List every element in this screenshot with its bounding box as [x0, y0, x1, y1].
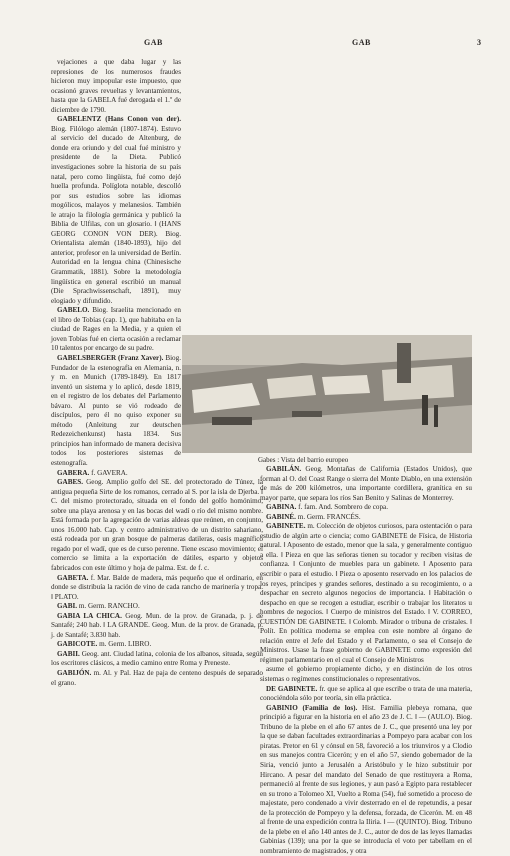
- entry-headword: GABELO.: [57, 306, 90, 315]
- running-head-left: GAB: [144, 38, 163, 47]
- entry-headword: GABI.: [57, 602, 78, 611]
- entry-text: f. GAVERA.: [91, 468, 128, 477]
- entry-headword: GABIJÓN.: [57, 669, 92, 677]
- dictionary-entry: [51, 58, 263, 115]
- entry-headword: GABINIO (Familia de los).: [266, 703, 358, 712]
- entry-text: Biog. Israelita mencionado en el libro de Tobías (cap. 1), que habitaba en la ciudad de Rages en la Media, y a quien el joven Tobías fué en cierta ocasión a reclamar 10 talentos por encargo de su padre.: [51, 306, 181, 353]
- dictionary-entry: [260, 513, 472, 523]
- entry-text: Geog. ant. Ciudad latina, colonia de los albanos, situada, según los escritores clásicos, a medio camino entre Roma y Preneste.: [51, 649, 263, 668]
- entry-text: fr. que se aplica al que escribe o trata de una materia, conociéndola sólo por teoría, sin ella práctica.: [260, 684, 472, 703]
- entry-text: Hist. Familia plebeya romana, que principió a figurar en la historia en el año 23 de J. C. ‖ — (AULO). Biog. Tribuno de la plebe en el año 67 antes de J. C., que presentó una ley por la que se daban facultades extraordinarias a Pompeyo para acabar con los piratas. Pretor en 61 y cónsul en 58, favoreció a los triunviros y a Clodio en sus manejos contra Cicerón; y en el año 57, siendo gobernador de la Siria, venció junto a Jerusalén a Aristóbulo y le hizo substituir por Hircano. A pesar del mandato del Senado de que restituyera a Roma, permaneció al frente de sus legiones, y aun pasó a Egipto para restablecer en su trono a Tolomeo XI, Vuelto a Roma (54), fué sometido a proceso de majestate, pero condenado a vivir desterrado en el de repetundis, a pesar de la protección de Pompeyo y la defensa, forzada, de Cicerón. M. en 48 al frente de una expedición contra la Iliria. ‖ — (QUINTO). Biog. Tribuno de la plebe en el año 140 antes de J. C., autor de dos de las leyes llamadas Gabinias (139); una por la que se introducía el voto per tabellam en el nombramiento de magistrados, y otra: [260, 703, 472, 855]
- street-scene-image: [182, 335, 472, 453]
- entry-text: f. fam. And. Sombrero de copa.: [298, 503, 388, 512]
- entry-text: m. Germ. RANCHO.: [78, 602, 140, 611]
- dictionary-entry: [51, 478, 263, 573]
- entry-text: asume el gobierno propiamente dicho, y en distinción de los otros sistemas o regímenes constitucionales o representativos.: [260, 665, 472, 684]
- dictionary-entry: [51, 469, 263, 479]
- entry-text: m. Colección de objetos curiosos, para ostentación o para estudio de algún arte o ciencia; como GABINETE de Física, de Historia natural. ‖ Aposento de estado, menor que la sala, y generalmente contiguo a ella. ‖ Pieza en que las señoras tienen su tocador y reciben visitas de confianza. ‖ Conjunto de muebles para un gabinete. ‖ Aposento para escribir o para el estudio. ‖ Pieza o aposento reservado en los palacios de los reyes, príncipes y grandes señores, destinado a su recogimiento, o a despachar en secreto algunos negocios de importancia. ‖ Habitación o despacho en que se recogen a estudiar, escribir o trabajar los literatos u hombres de negocios. ‖ Cuerpo de ministros del Estado. ‖ V. CORREO, CUESTIÓN DE GABINETE. ‖ Colomb. Mirador o tribuna de cristales. ‖ Polít. En política moderna se emplea con este nombre al órgano de relación entre el Jefe del Estado y el Parlamento, o sea el Consejo de Ministros. Usase la frase gobierno de GABINETE como expresión del régimen parlamentario en el cual el Consejo de Ministros: [260, 522, 473, 664]
- entry-text: vejaciones a que daba lugar y las represiones de los numerosos fraudes hicieron muy impopular este impuesto, que ocasionó graves revueltas y levantamientos, hasta que la GABELA fué derogada el 1.º de diciembre de 1790.: [51, 58, 181, 114]
- entry-headword: GABELENTZ (Hans Conon von der).: [57, 115, 181, 124]
- dictionary-entry: [260, 522, 472, 665]
- page-number: 3: [477, 38, 482, 47]
- entry-text: Geog. Montañas de California (Estados Unidos), que forman al O. del Coast Range o sierra del Monte Diablo, en una extensión de más de 200 kilómetros, una importante cordillera, granítica en su mayor parte, que separa los ríos San Benito y Salinas de Monterrey.: [260, 465, 472, 502]
- entry-headword: GABINETE.: [266, 522, 306, 531]
- entry-headword: GABICOTE.: [57, 640, 98, 649]
- entry-text: m. Germ. FRANCÉS.: [297, 512, 361, 521]
- entry-text: Biog. Filólogo alemán (1807-1874). Estuvo al servicio del ducado de Altenburg, de donde era oriundo y del cual fué ministro y presidente de la Dieta. Publicó investigaciones sobre la historia de su país natal, pero como lingüista, fué como dejó huella profunda. Políglota notable, descolló por sus estudios sobre las idiomas mogólicos, malayos y melanesios. También le atrajo la filología germánica y publicó la Biblia de Ulfilas, con un glosario. ‖ (HANS GEORG CONON VON DER). Biog. Orientalista alemán (1840-1893), hijo del anterior, profesor en la universidad de Berlín. Autoridad en la lengua china (Chinesische Grammatik, 1881). Sobre la metodología lingüística en general escribió un manual (Die Sprachwissenschaft, 1891), muy elogiado y difundido.: [51, 124, 181, 305]
- entry-text: Geog. Amplio golfo del SE. del protectorado de Túnez, la antigua pequeña Sirte de los romanos, cerrado al S. por la isla de Djerba. ‖ C. del mismo protectorado, situada en el fondo del golfo homónimo, sobre una playa arenosa y en las bocas del wadí o río del mismo nombre. Está formada por la agregación de varias aldeas que reúnen, en conjunto, unos 16.000 hab. Cap. y centro administrativo de un distrito sahariano, está rodeada por un gran bosque de palmeras datileras, oasis magnífico regado por el wadí, que es de curso perenne. Tiene escaso movimiento; el comercio se limita a la exportación de dátiles, esparto y objetos fabricados con este último y hoja de palma. Est. de f. c.: [51, 478, 263, 572]
- entry-headword: GABINA.: [266, 503, 297, 512]
- dictionary-entry: [51, 115, 263, 306]
- photo-gabes-street: [182, 335, 472, 453]
- running-head: [0, 38, 510, 52]
- entry-text: Biog. Fundador de la estenografía en Alemania, n. y m. en Munich (1789-1849). En 1817 inventó un sistema y lo aplicó, desde 1819, en el registro de los debates del Parlamento bávaro. Al punto se vió rodeado de discípulos, pero él no quiso exponer su método (Anleitung zur deutschen Redezeichenkunst) hasta 1834. Sus principios han informado de manera decisiva todos los posteriores sistemas de estenografía.: [51, 353, 181, 467]
- photo-caption: Gabes : Vista del barrio europeo: [258, 456, 349, 464]
- entry-headword: GABETA.: [57, 573, 89, 582]
- watermark-logo: [420, 733, 474, 747]
- entry-text: m. Germ. LIBRO.: [99, 640, 152, 649]
- dictionary-entry: [51, 669, 263, 688]
- dictionary-entry: [51, 612, 263, 641]
- dictionary-entry: [51, 574, 263, 603]
- dictionary-entry: [260, 704, 472, 856]
- entry-text: Geog. Mun. de la prov. de Granada, p. j. de Santafé; 240 hab. ‖ LA GRANDE. Geog. Mun. de la prov. de Granada, p. j. de Santafé; 3.830 hab.: [51, 611, 263, 639]
- entry-headword: GABII.: [57, 649, 80, 658]
- entry-headword: GABELSBERGER (Franz Xaver).: [57, 353, 164, 362]
- dictionary-entry: [51, 640, 263, 650]
- entry-headword: DE GABINETE.: [266, 684, 318, 693]
- dictionary-entry: [260, 665, 472, 684]
- entry-headword: GABERA.: [57, 468, 90, 477]
- dictionary-entry: [260, 503, 472, 513]
- entry-headword: GABIA LA CHICA.: [57, 611, 122, 620]
- entry-headword: GABILÁN.: [266, 465, 302, 473]
- entry-headword: GABINÉ.: [266, 512, 296, 521]
- entry-text: m. Al. y Pal. Haz de paja de centeno después de separado el grano.: [51, 669, 263, 687]
- dictionary-entry: [260, 685, 472, 704]
- entry-headword: GABES.: [57, 478, 83, 487]
- dictionary-entry: [51, 602, 263, 612]
- entry-text: f. Mar. Balde de madera, más pequeño que el ordinario, en donde se distribuía la ración de vino de cada rancho de marinería y tropa. ‖ PLATO.: [51, 573, 263, 601]
- running-head-right: GAB: [352, 38, 371, 47]
- dictionary-entry: [51, 650, 263, 669]
